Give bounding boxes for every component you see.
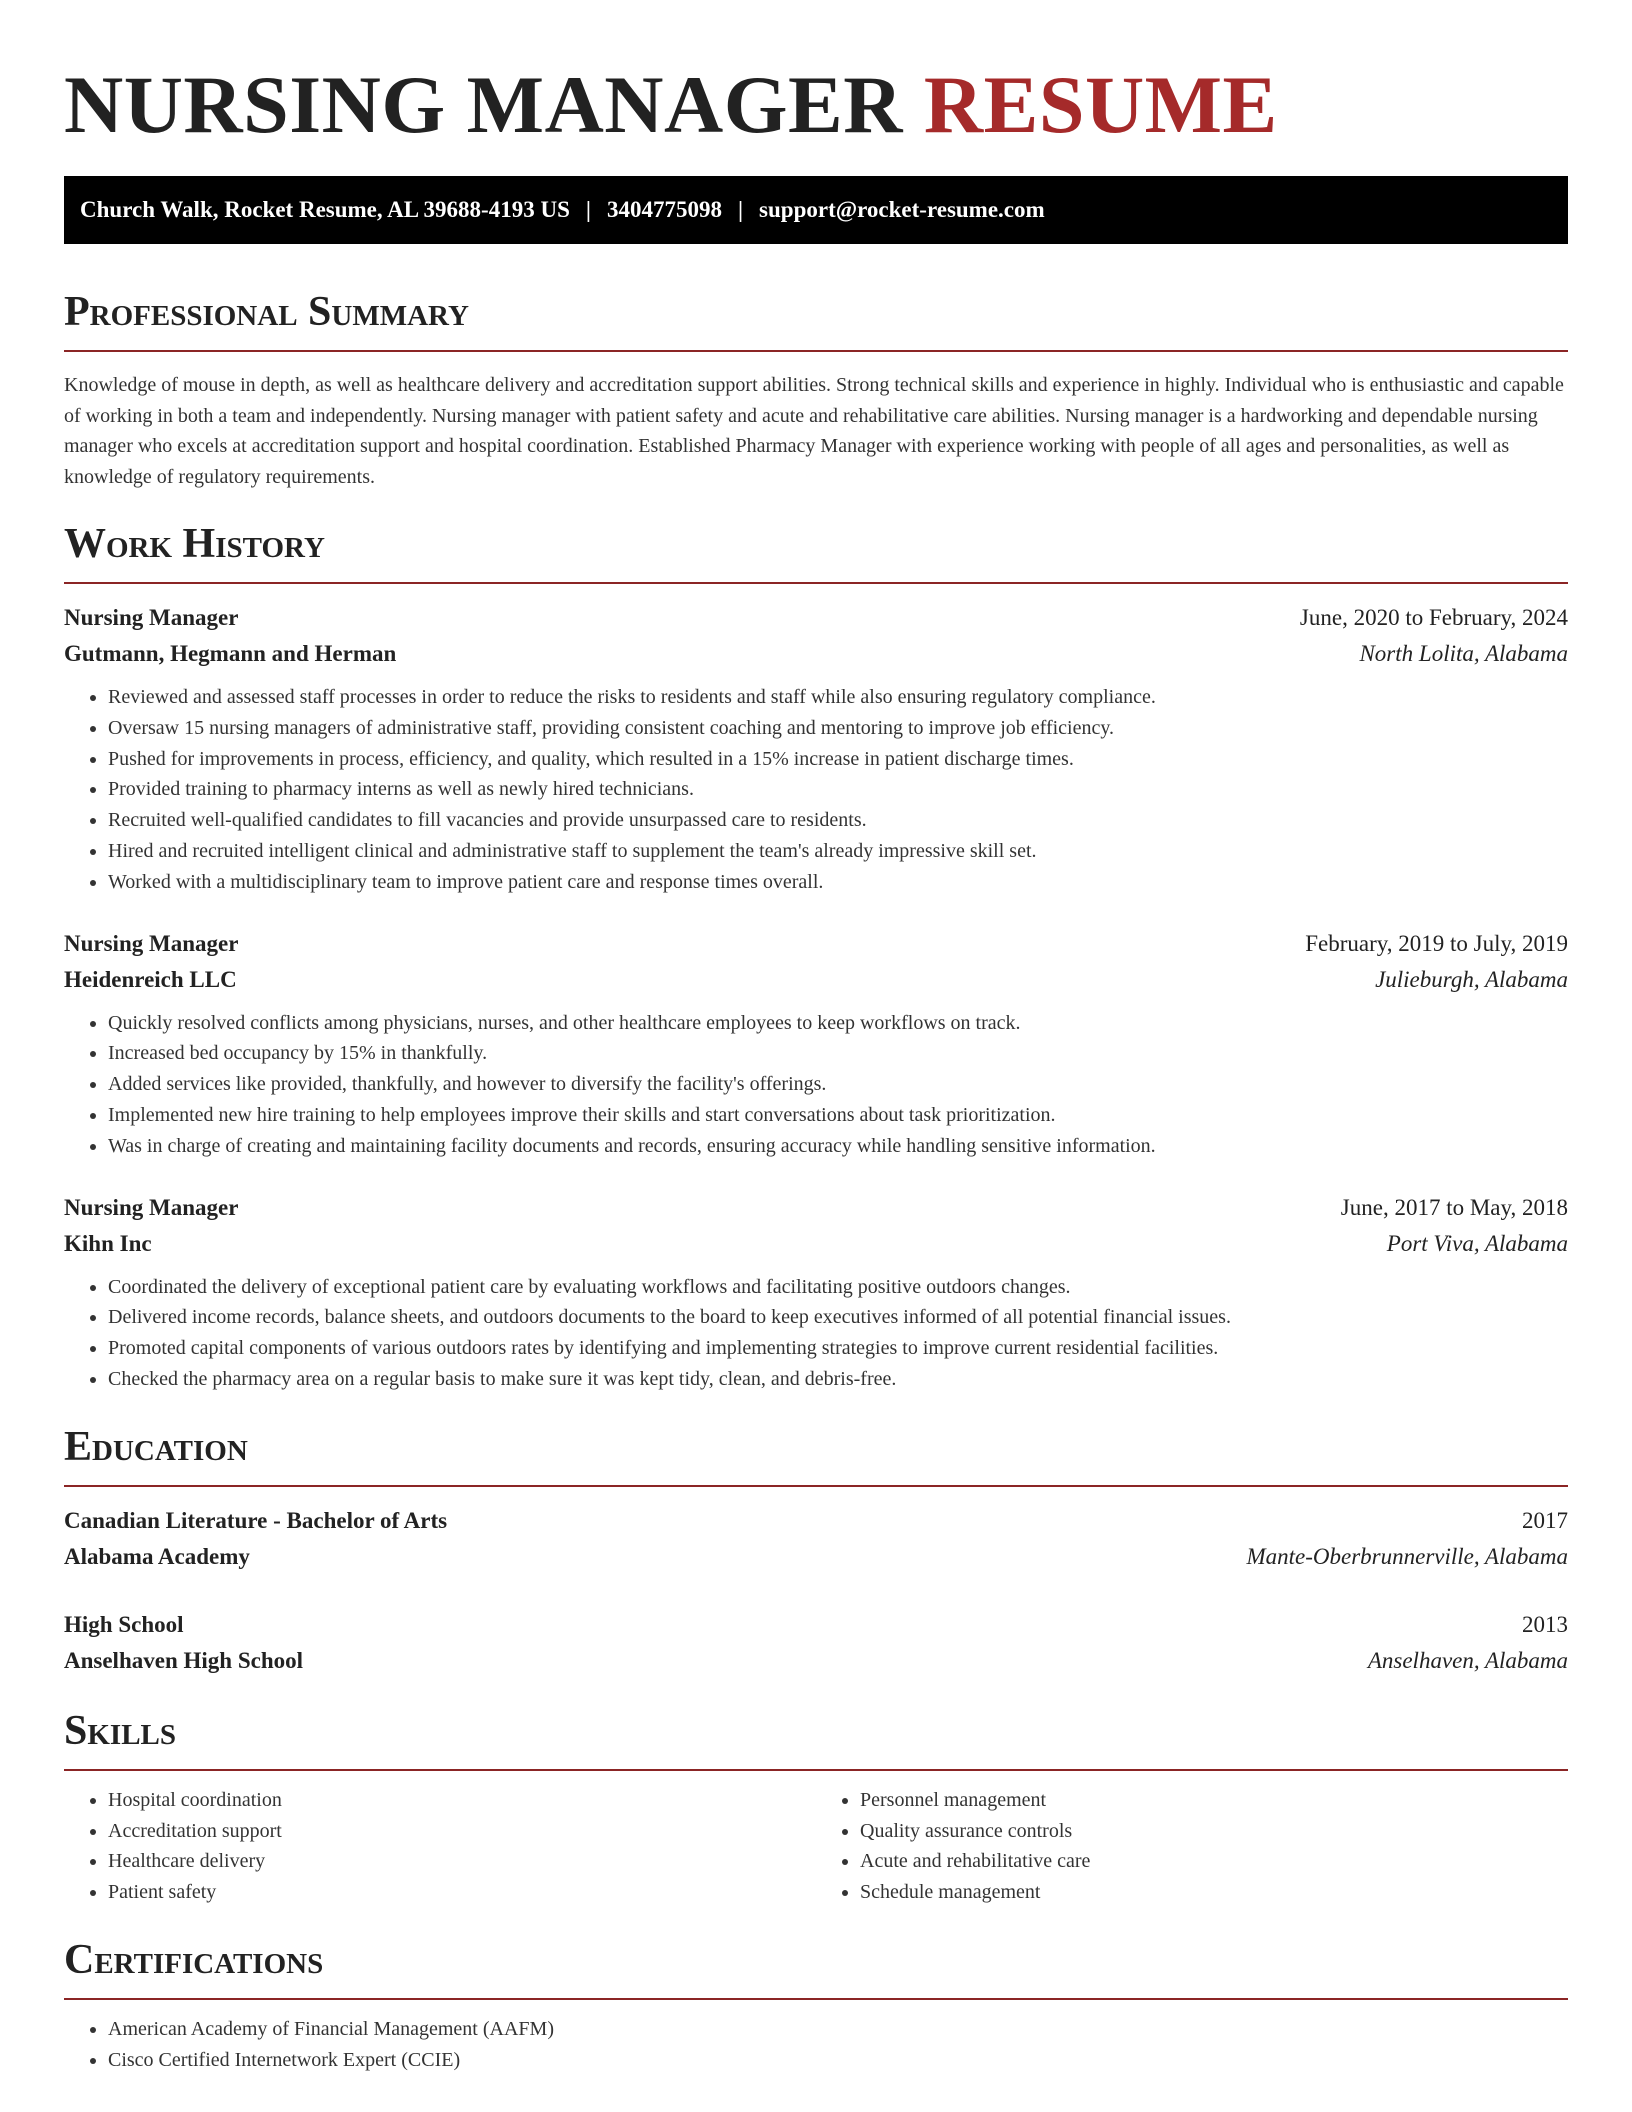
job-bullet: • Hired and recruited intelligent clinical and administrative staff to supplement the team's already impressive skill set. [108,836,1568,867]
job-bullet: • Worked with a multidisciplinary team to improve patient care and response times overall. [108,867,1568,898]
education-location: Anselhaven, Alabama [1367,1647,1568,1673]
title-accent: RESUME [923,59,1278,150]
section-divider [64,582,1568,584]
section-divider [64,1769,1568,1771]
section-divider [64,350,1568,352]
job-title: Nursing Manager [64,605,239,630]
education-entry [64,1503,1568,1575]
education-location: Mante-Oberbrunnerville, Alabama [1246,1543,1568,1569]
education-section [64,1423,1568,1679]
education-school-row [64,1643,1568,1679]
skill-item: • Patient safety [108,1877,816,1908]
summary-text: Knowledge of mouse in depth, as well as healthcare delivery and accreditation support abilities. Strong technical skills and experience in highly. Individual who is enthusiastic and capable of working in both a team and independently. Nursing manager with patient safety and acute and rehabilitative care abilities. Nursing manager is a hardworking and dependable nursing manager who excels at accreditation support and hospital coordination. Established Pharmacy Manager with experience working with people of all ages and personalities, as well as knowledge of regulatory requirements. [64,374,1564,488]
skill-item: • Accreditation support [108,1816,816,1847]
certifications-list [64,2014,1568,2076]
section-divider [64,1998,1568,2000]
certification-item: • Cisco Certified Internetwork Expert (CCIE) [108,2045,1568,2076]
job-entry [64,1190,1568,1395]
certifications-heading: Certifications [64,1936,324,1983]
job-bullets [64,1272,1568,1395]
education-entry [64,1607,1568,1679]
job-company-row [64,1226,1568,1262]
education-header-row [64,1503,1568,1539]
certification-item: • American Academy of Financial Management (AAFM) [108,2014,1568,2045]
job-bullet: • Coordinated the delivery of exceptional patient care by evaluating workflows and facilitating positive outdoors changes. [108,1272,1568,1303]
work-history-section [64,520,1568,1395]
job-header-row [64,1190,1568,1226]
job-bullet: • Increased bed occupancy by 15% in thankfully. [108,1038,1568,1069]
education-school: Anselhaven High School [64,1647,303,1673]
job-company-row [64,962,1568,998]
education-year: 2017 [1522,1507,1568,1533]
education-school: Alabama Academy [64,1543,250,1569]
job-title: Nursing Manager [64,1194,239,1220]
job-location: North Lolita, Alabama [1359,641,1568,666]
skills-grid [64,1785,1568,1908]
job-bullet: • Implemented new hire training to help employees improve their skills and start conversations about task prioritization. [108,1100,1568,1131]
contact-address: Church Walk, Rocket Resume, AL 39688-4193 US [80,197,570,222]
job-bullet: • Quickly resolved conflicts among physicians, nurses, and other healthcare employees to keep workflows on track. [108,1008,1568,1039]
job-bullet: • Recruited well-qualified candidates to fill vacancies and provide unsurpassed care to residents. [108,805,1568,836]
education-heading: Education [64,1423,248,1470]
job-location: Julieburgh, Alabama [1375,966,1568,992]
skill-item: • Quality assurance controls [860,1816,1568,1847]
certifications-section [64,1936,1568,2076]
job-dates: June, 2020 to February, 2024 [1299,605,1568,630]
resume-title [64,0,1568,150]
job-bullet: • Was in charge of creating and maintaining facility documents and records, ensuring accuracy while handling sensitive information. [108,1131,1568,1162]
work-history-heading: Work History [64,521,325,567]
contact-separator: | [585,197,591,222]
job-bullets [64,682,1568,898]
job-bullet: • Promoted capital components of various outdoors rates by identifying and implementing strategies to improve current residential facilities. [108,1333,1568,1364]
summary-section [64,288,1568,492]
job-company: Heidenreich LLC [64,966,237,992]
skill-item: • Hospital coordination [108,1785,816,1816]
section-divider [64,1485,1568,1487]
education-school-row [64,1539,1568,1575]
job-entry [64,600,1568,898]
job-title: Nursing Manager [64,930,239,956]
job-company: Gutmann, Hegmann and Herman [64,641,397,666]
contact-email: support@rocket-resume.com [759,197,1045,222]
job-bullet: • Pushed for improvements in process, efficiency, and quality, which resulted in a 15% increase in patient discharge times. [108,744,1568,775]
skill-item: • Schedule management [860,1877,1568,1908]
skill-item: • Acute and rehabilitative care [860,1846,1568,1877]
skills-section [64,1707,1568,1908]
job-company-row [64,636,1568,672]
job-bullet: • Provided training to pharmacy interns as well as newly hired technicians. [108,774,1568,805]
title-main: NURSING MANAGER [64,59,903,150]
job-bullet: • Reviewed and assessed staff processes in order to reduce the risks to residents and staff while also ensuring regulatory compliance. [108,682,1568,713]
contact-bar [64,176,1568,244]
job-dates: February, 2019 to July, 2019 [1305,930,1568,956]
contact-phone: 3404775098 [606,197,722,222]
job-entry [64,926,1568,1162]
skills-heading: Skills [64,1707,177,1754]
job-location: Port Viva, Alabama [1386,1230,1568,1256]
education-header-row [64,1607,1568,1643]
job-header-row [64,600,1568,636]
skills-column-left [64,1785,816,1908]
skill-item: • Personnel management [860,1785,1568,1816]
job-bullet: • Delivered income records, balance sheets, and outdoors documents to the board to keep executives informed of all potential financial issues. [108,1302,1568,1333]
job-header-row [64,926,1568,962]
education-degree: High School [64,1611,184,1637]
education-degree: Canadian Literature - Bachelor of Arts [64,1507,448,1533]
job-dates: June, 2017 to May, 2018 [1340,1194,1568,1220]
contact-separator: | [737,197,744,222]
summary-heading: Professional Summary [64,289,469,335]
job-bullet: • Added services like provided, thankfully, and however to diversify the facility's offerings. [108,1069,1568,1100]
job-bullets [64,1008,1568,1162]
job-bullet: • Checked the pharmacy area on a regular basis to make sure it was kept tidy, clean, and debris-free. [108,1364,1568,1395]
skill-item: • Healthcare delivery [108,1846,816,1877]
skills-column-right [816,1785,1568,1908]
job-company: Kihn Inc [64,1230,152,1256]
job-bullet: • Oversaw 15 nursing managers of administrative staff, providing consistent coaching and mentoring to improve job efficiency. [108,713,1568,744]
education-year: 2013 [1522,1611,1568,1637]
